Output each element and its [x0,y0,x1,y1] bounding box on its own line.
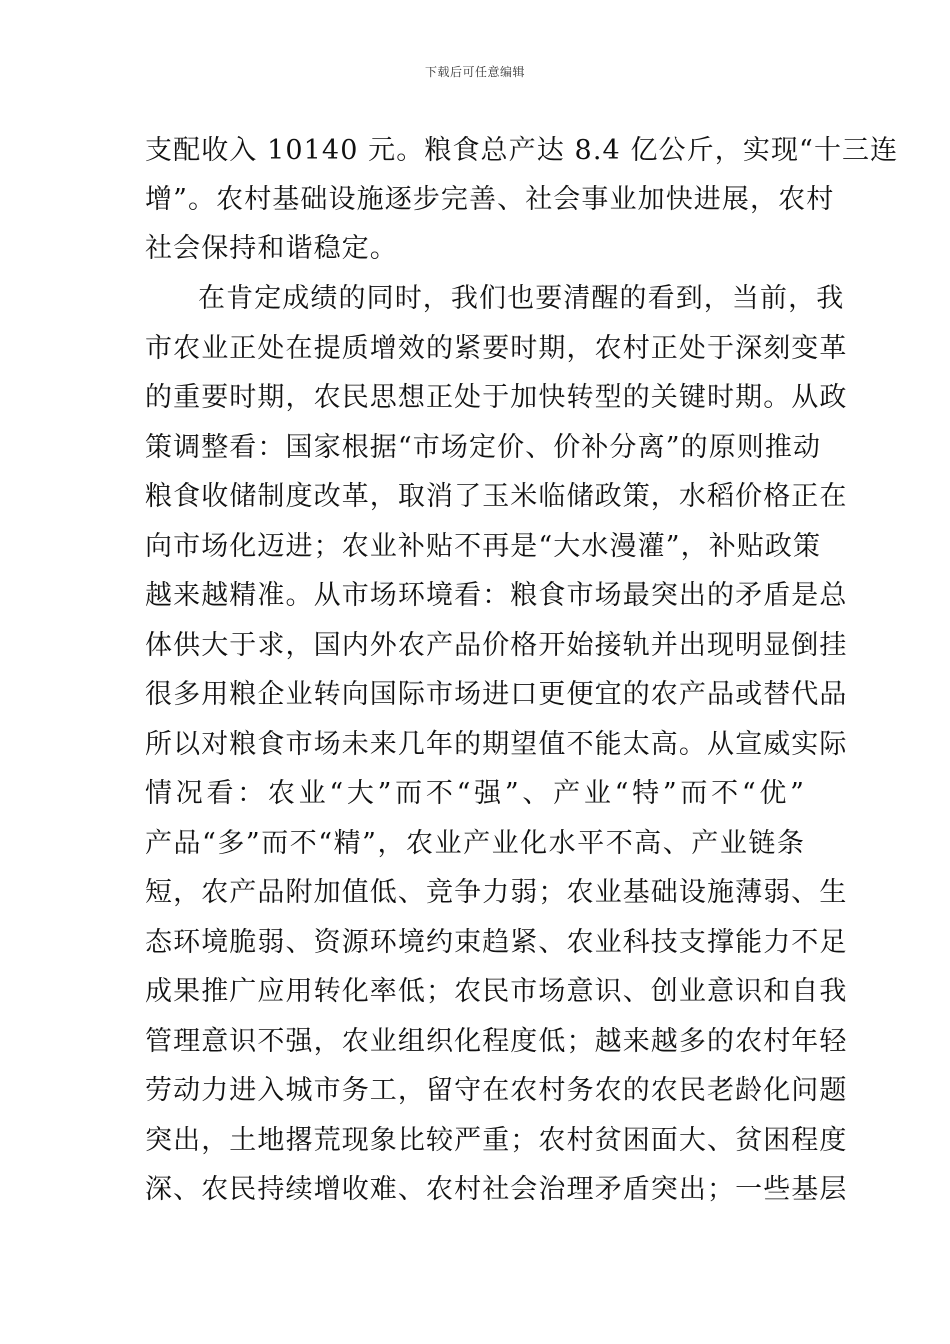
text-line: 越来越精准。从市场环境看：粮食市场最突出的矛盾是总 [145,580,848,611]
text-line: 突出，土地撂荒现象比较严重；农村贫困面大、贫困程度 [145,1125,848,1156]
text-line: 市农业正处在提质增效的紧要时期，农村正处于深刻变革 [145,333,848,364]
text-line: 劳动力进入城市务工，留守在农村务农的农民老龄化问题 [145,1075,848,1106]
paragraph-first-line: 在肯定成绩的同时，我们也要清醒的看到，当前，我 [198,283,845,314]
text-line: 深、农民持续增收难、农村社会治理矛盾突出；一些基层 [145,1174,848,1205]
page-header: 下载后可任意编辑 [424,65,525,79]
text-line: 所以对粮食市场未来几年的期望值不能太高。从宣威实际 [145,729,848,760]
text-line: 策调整看：国家根据“市场定价、价补分离”的原则推动 [145,432,822,463]
text-line: 很多用粮企业转向国际市场进口更便宜的农产品或替代品 [145,679,848,710]
text-line: 的重要时期，农民思想正处于加快转型的关键时期。从政 [145,382,848,413]
text-line: 向市场化迈进；农业补贴不再是“大水漫灌”，补贴政策 [145,531,822,562]
text-line: 社会保持和谐稳定。 [145,233,398,264]
text-line: 粮食收储制度改革，取消了玉米临储政策，水稻价格正在 [145,481,848,512]
text-line: 增”。农村基础设施逐步完善、社会事业加快进展，农村 [145,184,835,215]
text-line: 体供大于求，国内外农产品价格开始接轨并出现明显倒挂 [145,630,848,661]
text-line: 情况看：农业“大”而不“强”、产业“特”而不“优” [145,778,805,809]
text-line: 支配收入 10140 元。粮食总产达 8.4 亿公斤，实现“十三连 [145,135,899,166]
text-line: 成果推广应用转化率低；农民市场意识、创业意识和自我 [145,976,848,1007]
text-line: 产品“多”而不“精”，农业产业化水平不高、产业链条 [145,828,805,859]
text-line: 管理意识不强，农业组织化程度低；越来越多的农村年轻 [145,1026,848,1057]
text-line: 短，农产品附加值低、竞争力弱；农业基础设施薄弱、生 [145,877,848,908]
text-line: 态环境脆弱、资源环境约束趋紧、农业科技支撑能力不足 [145,927,848,958]
